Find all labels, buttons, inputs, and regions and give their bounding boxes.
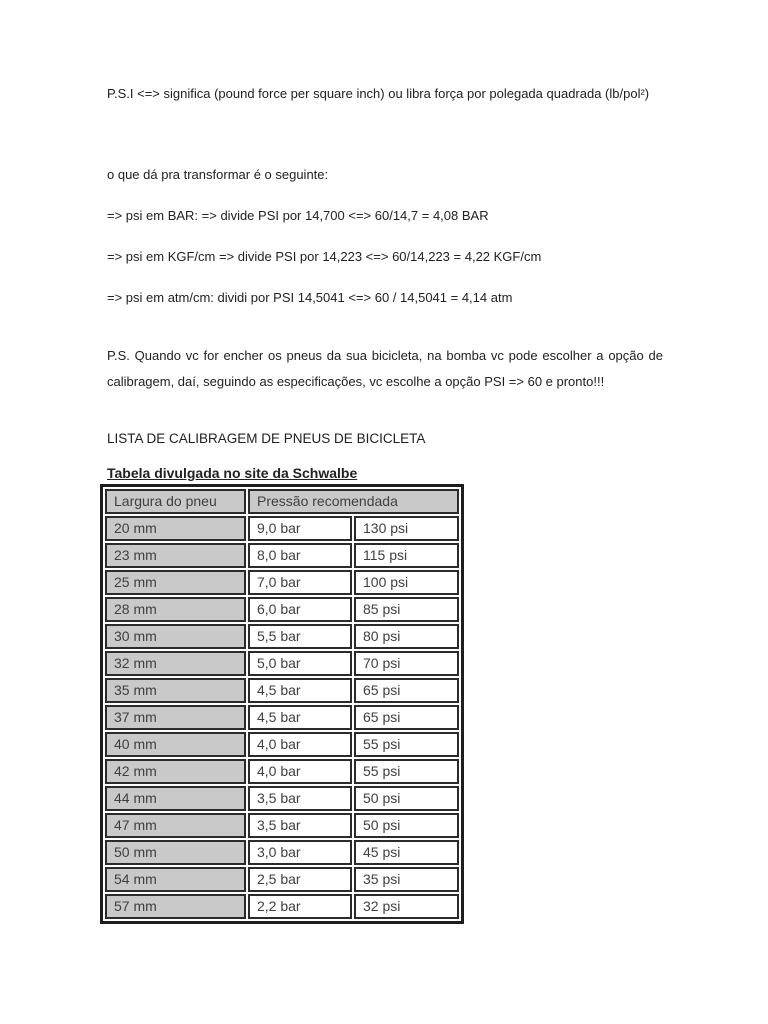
tire-width-cell: 25 mm bbox=[105, 570, 246, 595]
bar-cell: 5,5 bar bbox=[248, 624, 352, 649]
table-row bbox=[105, 759, 459, 784]
paragraph-conversion-bar: => psi em BAR: => divide PSI por 14,700 <=> 60/14,7 = 4,08 BAR bbox=[107, 208, 489, 223]
tire-width-cell: 23 mm bbox=[105, 543, 246, 568]
tire-width-cell: 54 mm bbox=[105, 867, 246, 892]
bar-cell: 6,0 bar bbox=[248, 597, 352, 622]
tire-width-cell: 30 mm bbox=[105, 624, 246, 649]
tire-width-cell: 37 mm bbox=[105, 705, 246, 730]
tire-width-cell: 35 mm bbox=[105, 678, 246, 703]
bar-cell: 9,0 bar bbox=[248, 516, 352, 541]
table-row bbox=[105, 867, 459, 892]
table-row bbox=[105, 516, 459, 541]
psi-cell: 55 psi bbox=[354, 732, 459, 757]
table-row bbox=[105, 894, 459, 919]
tire-width-cell: 44 mm bbox=[105, 786, 246, 811]
paragraph-conversion-kgf: => psi em KGF/cm => divide PSI por 14,223 <=> 60/14,223 = 4,22 KGF/cm bbox=[107, 249, 542, 264]
bar-cell: 2,2 bar bbox=[248, 894, 352, 919]
psi-cell: 80 psi bbox=[354, 624, 459, 649]
table-header-row bbox=[105, 489, 459, 514]
psi-cell: 32 psi bbox=[354, 894, 459, 919]
psi-cell: 65 psi bbox=[354, 678, 459, 703]
tire-width-cell: 28 mm bbox=[105, 597, 246, 622]
table-row bbox=[105, 543, 459, 568]
bar-cell: 5,0 bar bbox=[248, 651, 352, 676]
paragraph-intro: o que dá pra transformar é o seguinte: bbox=[107, 167, 329, 182]
table-row bbox=[105, 840, 459, 865]
psi-cell: 70 psi bbox=[354, 651, 459, 676]
paragraph-psi-definition: P.S.I <=> significa (pound force per square inch) ou libra força por polegada quadrada (lb/pol²) bbox=[107, 86, 650, 101]
psi-cell: 115 psi bbox=[354, 543, 459, 568]
table-row bbox=[105, 813, 459, 838]
bar-cell: 3,5 bar bbox=[248, 786, 352, 811]
table-row bbox=[105, 705, 459, 730]
psi-cell: 55 psi bbox=[354, 759, 459, 784]
table-title: Tabela divulgada no site da Schwalbe bbox=[107, 465, 358, 481]
psi-cell: 50 psi bbox=[354, 786, 459, 811]
bar-cell: 8,0 bar bbox=[248, 543, 352, 568]
pressure-table bbox=[100, 484, 464, 924]
bar-cell: 2,5 bar bbox=[248, 867, 352, 892]
table-header-recommended-pressure: Pressão recomendada bbox=[248, 489, 459, 514]
table-row bbox=[105, 786, 459, 811]
tire-width-cell: 50 mm bbox=[105, 840, 246, 865]
bar-cell: 4,0 bar bbox=[248, 759, 352, 784]
psi-cell: 65 psi bbox=[354, 705, 459, 730]
psi-cell: 100 psi bbox=[354, 570, 459, 595]
bar-cell: 4,5 bar bbox=[248, 705, 352, 730]
psi-cell: 130 psi bbox=[354, 516, 459, 541]
tire-width-cell: 40 mm bbox=[105, 732, 246, 757]
table-row bbox=[105, 732, 459, 757]
bar-cell: 3,0 bar bbox=[248, 840, 352, 865]
bar-cell: 7,0 bar bbox=[248, 570, 352, 595]
tire-width-cell: 42 mm bbox=[105, 759, 246, 784]
table-row bbox=[105, 678, 459, 703]
tire-width-cell: 20 mm bbox=[105, 516, 246, 541]
table-row bbox=[105, 624, 459, 649]
bar-cell: 3,5 bar bbox=[248, 813, 352, 838]
table-header-tire-width: Largura do pneu bbox=[105, 489, 246, 514]
table-row bbox=[105, 651, 459, 676]
psi-cell: 45 psi bbox=[354, 840, 459, 865]
bar-cell: 4,0 bar bbox=[248, 732, 352, 757]
table-row bbox=[105, 597, 459, 622]
tire-width-cell: 47 mm bbox=[105, 813, 246, 838]
paragraph-conversion-atm: => psi em atm/cm: dividi por PSI 14,5041 <=> 60 / 14,5041 = 4,14 atm bbox=[107, 290, 513, 305]
table-row bbox=[105, 570, 459, 595]
paragraph-postscript: P.S. Quando vc for encher os pneus da sua bicicleta, na bomba vc pode escolher a opção de calibragem, daí, seguindo as especificações, vc escolhe a opção PSI => 60 e pronto!!! bbox=[107, 348, 663, 389]
bar-cell: 4,5 bar bbox=[248, 678, 352, 703]
psi-cell: 85 psi bbox=[354, 597, 459, 622]
psi-cell: 35 psi bbox=[354, 867, 459, 892]
tire-width-cell: 57 mm bbox=[105, 894, 246, 919]
list-heading: LISTA DE CALIBRAGEM DE PNEUS DE BICICLETA bbox=[107, 431, 426, 446]
tire-width-cell: 32 mm bbox=[105, 651, 246, 676]
pressure-table-body bbox=[105, 516, 459, 919]
psi-cell: 50 psi bbox=[354, 813, 459, 838]
